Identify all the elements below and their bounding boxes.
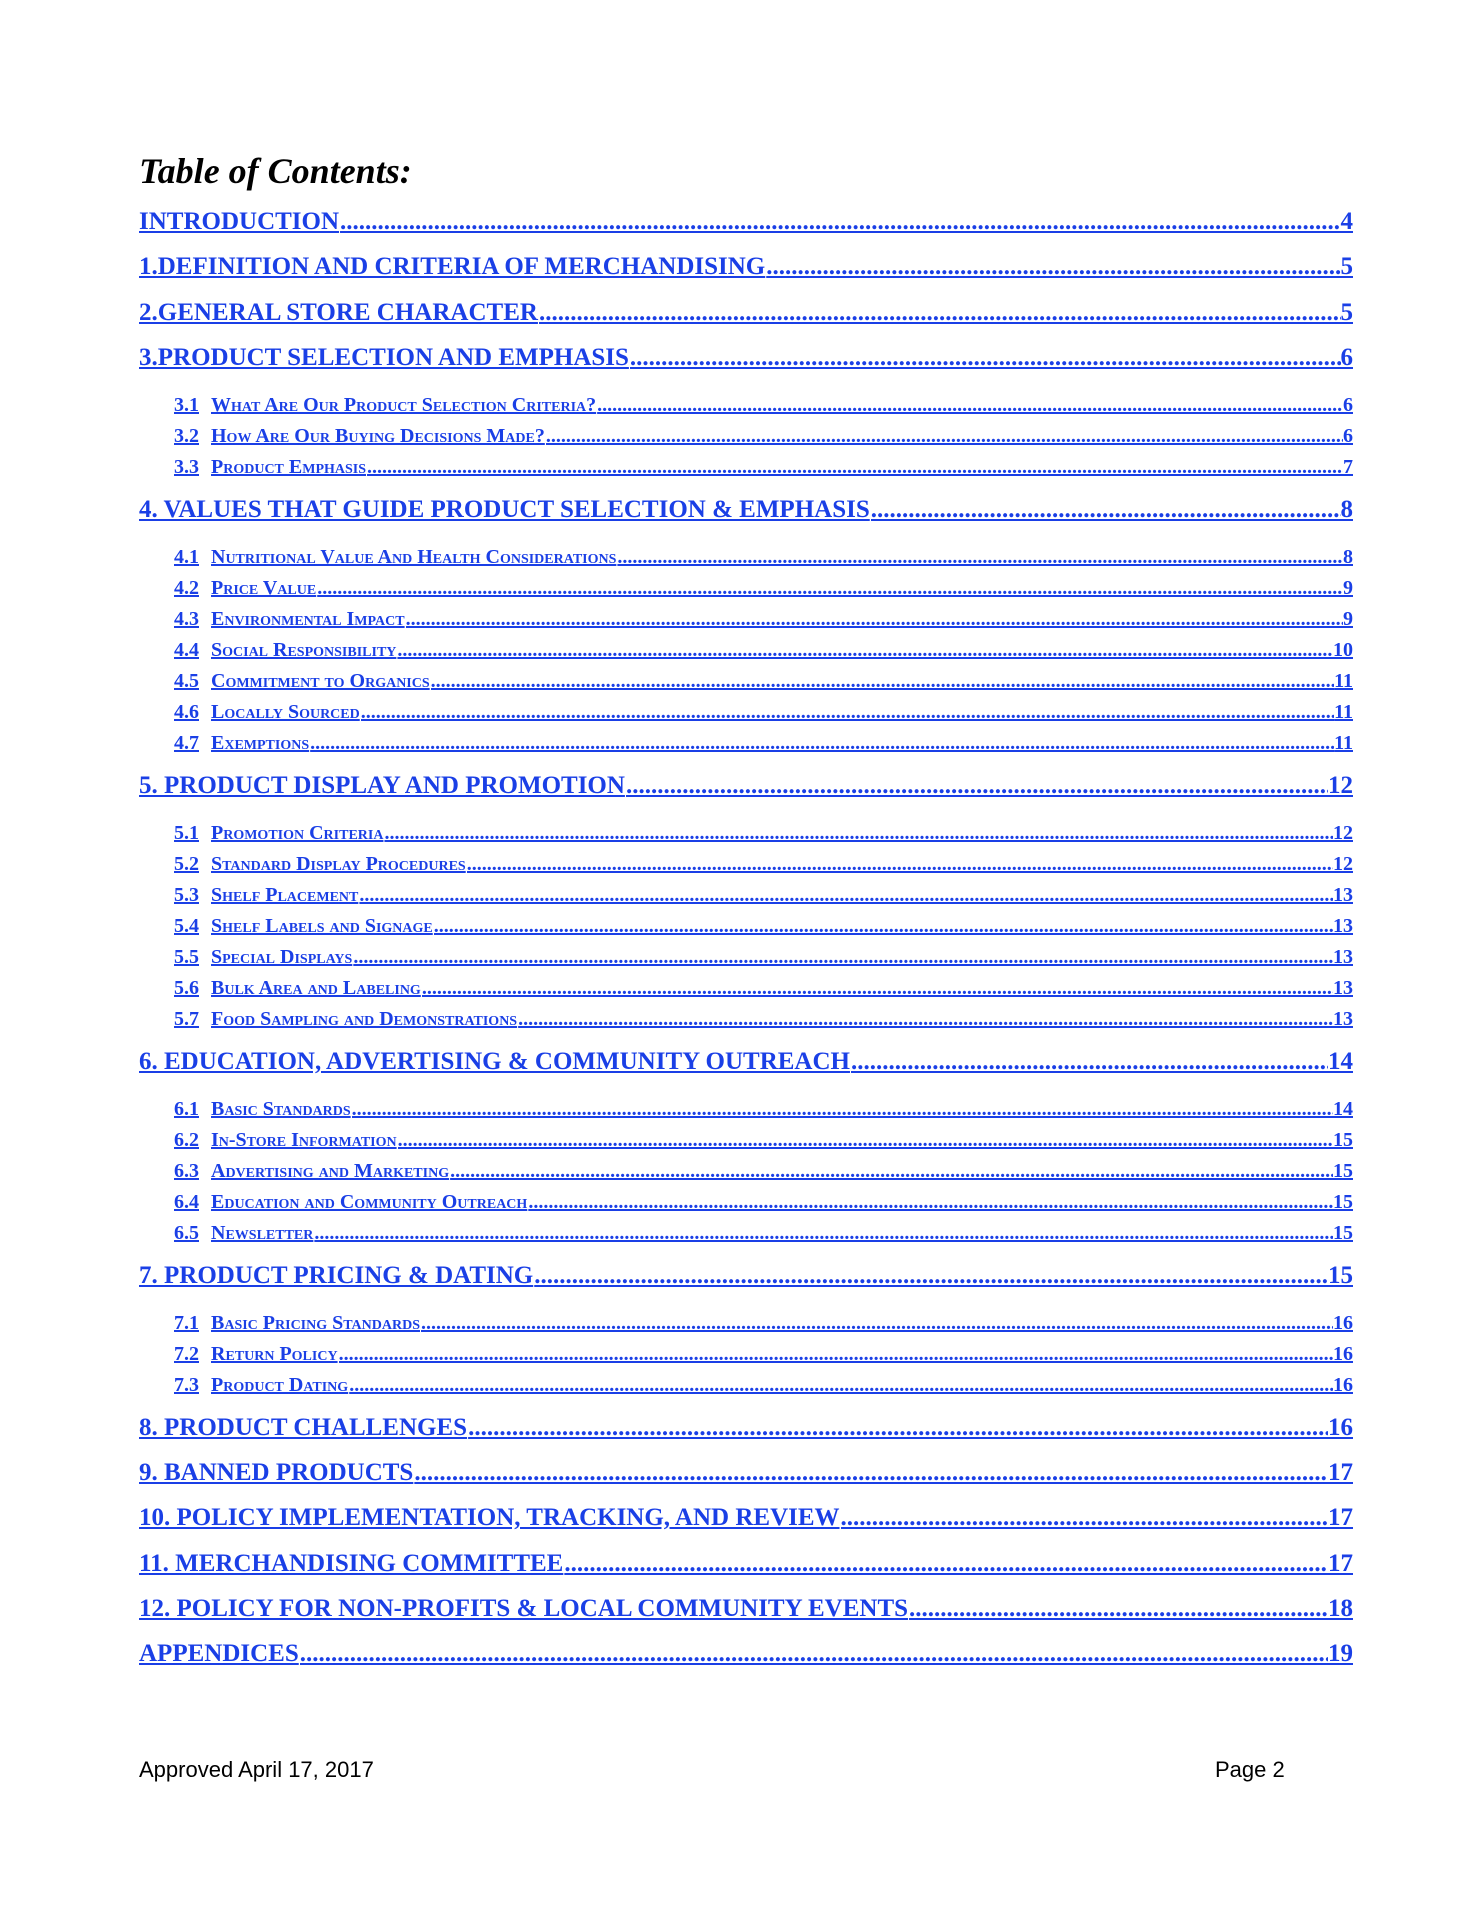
toc-subsection-link[interactable] xyxy=(174,1001,1353,1031)
toc-entry-number: 3.1 xyxy=(174,394,199,416)
toc-page-number: 15 xyxy=(1333,1129,1353,1151)
toc-entry-text: How Are Our Buying Decisions Made? xyxy=(211,425,545,447)
toc-section-link[interactable] xyxy=(139,1502,1353,1532)
toc-entry-text: Food Sampling and Demonstrations xyxy=(211,1008,518,1030)
toc-entry-text: Locally Sourced xyxy=(211,701,360,723)
toc-entry-label: APPENDICES xyxy=(139,1640,299,1667)
toc-page-number: 9 xyxy=(1343,577,1353,599)
toc-subsection-link[interactable] xyxy=(174,694,1353,724)
toc-leader-dots xyxy=(766,253,1340,281)
toc-page-number: 16 xyxy=(1328,1414,1353,1441)
toc-entry-label xyxy=(174,1008,517,1031)
toc-entry-label xyxy=(174,1129,397,1152)
toc-entry-label xyxy=(174,608,405,631)
toc-leader-dots xyxy=(406,608,1343,631)
toc-entry-number: 4.3 xyxy=(174,608,199,630)
toc-entry-label: 3.PRODUCT SELECTION AND EMPHASIS xyxy=(139,344,629,371)
toc-entry-text: Bulk Area and Labeling xyxy=(211,977,421,999)
toc-entry-number: 3.2 xyxy=(174,425,199,447)
toc-entry-number: 4.4 xyxy=(174,639,199,661)
toc-entry-number: 6.5 xyxy=(174,1222,199,1244)
toc-page-number: 16 xyxy=(1333,1374,1353,1396)
toc-page-number: 15 xyxy=(1333,1160,1353,1182)
toc-entry-label xyxy=(174,1191,527,1214)
toc-subsection-link[interactable] xyxy=(174,539,1353,569)
toc-leader-dots xyxy=(353,946,1333,969)
toc-subsection-link[interactable] xyxy=(174,1367,1353,1397)
toc-leader-dots xyxy=(467,853,1333,876)
toc-page-number: 17 xyxy=(1328,1504,1353,1531)
toc-leader-dots xyxy=(367,456,1343,479)
toc-entry-label: 8. PRODUCT CHALLENGES xyxy=(139,1414,468,1441)
toc-entry-number: 7.2 xyxy=(174,1343,199,1365)
toc-entry-number: 4.1 xyxy=(174,546,199,568)
toc-leader-dots xyxy=(349,1374,1333,1397)
toc-page-number: 5 xyxy=(1340,253,1353,280)
toc-entry-text: Advertising and Marketing xyxy=(211,1160,450,1182)
toc-entry-label xyxy=(174,394,596,417)
toc-section-link[interactable] xyxy=(139,206,1353,236)
toc-subsection-link[interactable] xyxy=(174,1153,1353,1183)
toc-entry-number: 5.5 xyxy=(174,946,199,968)
toc-subsection-link[interactable] xyxy=(174,725,1353,755)
toc-page-number: 7 xyxy=(1343,456,1353,478)
toc-entry-label xyxy=(174,1343,338,1366)
toc-page-number: 15 xyxy=(1333,1191,1353,1213)
toc-leader-dots xyxy=(317,577,1343,600)
toc-leader-dots xyxy=(909,1595,1328,1623)
toc-entry-number: 3.3 xyxy=(174,456,199,478)
toc-leader-dots xyxy=(626,772,1328,800)
toc-entry-label xyxy=(174,915,433,938)
toc-entry-label: 7. PRODUCT PRICING & DATING xyxy=(139,1262,534,1289)
toc-subsection-link[interactable] xyxy=(174,877,1353,907)
toc-entry-number: 6.2 xyxy=(174,1129,199,1151)
toc-leader-dots xyxy=(384,822,1333,845)
footer-approval-date: Approved April 17, 2017 xyxy=(139,1757,374,1782)
toc-subsection-link[interactable] xyxy=(174,663,1353,693)
toc-leader-dots xyxy=(539,299,1341,327)
toc-section-link[interactable] xyxy=(139,1046,1353,1076)
toc-page-number: 10 xyxy=(1333,639,1353,661)
toc-entry-number: 5.3 xyxy=(174,884,199,906)
toc-subsection-link[interactable] xyxy=(174,1122,1353,1152)
toc-entry-label xyxy=(174,884,358,907)
toc-entry-number: 5.7 xyxy=(174,1008,199,1030)
toc-entry-text: Shelf Labels and Signage xyxy=(211,915,433,937)
toc-entry-text: Special Displays xyxy=(211,946,353,968)
toc-leader-dots xyxy=(534,1262,1328,1290)
toc-page-number: 11 xyxy=(1334,670,1353,692)
toc-page-number: 5 xyxy=(1340,299,1353,326)
toc-entry-text: Basic Pricing Standards xyxy=(211,1312,420,1334)
toc-leader-dots xyxy=(546,425,1343,448)
toc-entry-text: What Are Our Product Selection Criteria? xyxy=(211,394,597,416)
toc-subsection-link[interactable] xyxy=(174,970,1353,1000)
toc-entry-label xyxy=(174,1222,313,1245)
toc-entry-label xyxy=(174,822,383,845)
toc-entry-label: 6. EDUCATION, ADVERTISING & COMMUNITY OUTREACH xyxy=(139,1048,850,1075)
toc-page-number: 13 xyxy=(1333,977,1353,999)
toc-page-number: 12 xyxy=(1328,772,1353,799)
toc-leader-dots xyxy=(414,1459,1328,1487)
toc-entry-number: 6.4 xyxy=(174,1191,199,1213)
toc-section-link[interactable] xyxy=(139,494,1353,524)
toc-leader-dots xyxy=(398,1129,1333,1152)
toc-entry-label xyxy=(174,977,421,1000)
toc-entry-text: Standard Display Procedures xyxy=(211,853,466,875)
toc-page-number: 11 xyxy=(1334,701,1353,723)
toc-page-number: 9 xyxy=(1343,608,1353,630)
toc-entry-text: Shelf Placement xyxy=(211,884,359,906)
toc-leader-dots xyxy=(528,1191,1333,1214)
toc-entry-label: 2.GENERAL STORE CHARACTER xyxy=(139,299,538,326)
toc-leader-dots xyxy=(450,1160,1333,1183)
toc-entry-label xyxy=(174,456,366,479)
toc-subsection-link[interactable] xyxy=(174,1091,1353,1121)
toc-leader-dots xyxy=(300,1640,1328,1668)
toc-subsection-link[interactable] xyxy=(174,939,1353,969)
toc-entry-number: 6.1 xyxy=(174,1098,199,1120)
toc-leader-dots xyxy=(421,1312,1333,1335)
toc-entry-text: Product Emphasis xyxy=(211,456,367,478)
toc-entry-label: 12. POLICY FOR NON-PROFITS & LOCAL COMMUNITY EVENTS xyxy=(139,1595,909,1622)
toc-leader-dots xyxy=(617,546,1343,569)
toc-entry-label: 9. BANNED PRODUCTS xyxy=(139,1459,414,1486)
toc-entry-label: 10. POLICY IMPLEMENTATION, TRACKING, AND REVIEW xyxy=(139,1504,840,1531)
toc-subsection-link[interactable] xyxy=(174,387,1353,417)
toc-entry-label xyxy=(174,1160,449,1183)
toc-entry-text: Environmental Impact xyxy=(211,608,405,630)
toc-entry-number: 5.2 xyxy=(174,853,199,875)
toc-entry-label xyxy=(174,670,430,693)
toc-section-link[interactable] xyxy=(139,1457,1353,1487)
toc-entry-label xyxy=(174,577,316,600)
toc-leader-dots xyxy=(352,1098,1333,1121)
toc-entry-number: 4.2 xyxy=(174,577,199,599)
toc-page-number: 17 xyxy=(1328,1550,1353,1577)
toc-entry-label xyxy=(174,1312,420,1335)
toc-entry-text: Exemptions xyxy=(211,732,310,754)
toc-leader-dots xyxy=(340,208,1340,236)
toc-entry-text: In-Store Information xyxy=(211,1129,397,1151)
toc-entry-number: 5.4 xyxy=(174,915,199,937)
toc-entry-text: Price Value xyxy=(211,577,317,599)
toc-page-number: 14 xyxy=(1328,1048,1353,1075)
toc-leader-dots xyxy=(314,1222,1333,1245)
toc-page-number: 4 xyxy=(1340,208,1353,235)
toc-page-number: 6 xyxy=(1343,394,1353,416)
toc-leader-dots xyxy=(434,915,1333,938)
toc-entry-number: 6.3 xyxy=(174,1160,199,1182)
toc-leader-dots xyxy=(431,670,1334,693)
toc-section-link[interactable] xyxy=(139,1593,1353,1623)
toc-page-number: 15 xyxy=(1333,1222,1353,1244)
toc-page-number: 11 xyxy=(1334,732,1353,754)
toc-entry-label xyxy=(174,732,309,755)
toc-entry-number: 4.6 xyxy=(174,701,199,723)
toc-entry-label xyxy=(174,1098,351,1121)
toc-page-number: 16 xyxy=(1333,1343,1353,1365)
toc-page-number: 8 xyxy=(1343,546,1353,568)
toc-leader-dots xyxy=(339,1343,1333,1366)
toc-section-link[interactable] xyxy=(139,1638,1353,1668)
toc-entry-text: Return Policy xyxy=(211,1343,338,1365)
toc-page-number: 8 xyxy=(1340,496,1353,523)
toc-subsection-link[interactable] xyxy=(174,1215,1353,1245)
toc-page-number: 17 xyxy=(1328,1459,1353,1486)
toc-page-number: 16 xyxy=(1333,1312,1353,1334)
toc-entry-label xyxy=(174,853,466,876)
toc-section-link[interactable] xyxy=(139,1412,1353,1442)
toc-entry-number: 5.6 xyxy=(174,977,199,999)
toc-leader-dots xyxy=(518,1008,1333,1031)
toc-subsection-link[interactable] xyxy=(174,570,1353,600)
footer-page-number: Page 2 xyxy=(1215,1757,1285,1782)
toc-page-number: 12 xyxy=(1333,822,1353,844)
toc-subsection-link[interactable] xyxy=(174,418,1353,448)
toc-entry-label xyxy=(174,639,396,662)
toc-leader-dots xyxy=(851,1048,1328,1076)
toc-subsection-link[interactable] xyxy=(174,1184,1353,1214)
toc-entry-text: Commitment to Organics xyxy=(211,670,430,692)
toc-leader-dots xyxy=(359,884,1333,907)
toc-entry-text: Product Dating xyxy=(211,1374,349,1396)
toc-leader-dots xyxy=(564,1550,1328,1578)
toc-page-number: 15 xyxy=(1328,1262,1353,1289)
toc-leader-dots xyxy=(310,732,1334,755)
toc-page-number: 13 xyxy=(1333,915,1353,937)
page-title: Table of Contents: xyxy=(139,151,412,191)
toc-section-link[interactable] xyxy=(139,251,1353,281)
toc-subsection-link[interactable] xyxy=(174,846,1353,876)
toc-subsection-link[interactable] xyxy=(174,1336,1353,1366)
toc-entry-label xyxy=(174,701,360,724)
toc-page-number: 6 xyxy=(1343,425,1353,447)
toc-entry-label: 4. VALUES THAT GUIDE PRODUCT SELECTION & EMPHASIS xyxy=(139,496,870,523)
toc-section-link[interactable] xyxy=(139,297,1353,327)
toc-page-number: 13 xyxy=(1333,946,1353,968)
toc-page-number: 18 xyxy=(1328,1595,1353,1622)
table-of-contents xyxy=(139,0,1353,1700)
toc-subsection-link[interactable] xyxy=(174,908,1353,938)
toc-subsection-link[interactable] xyxy=(174,1305,1353,1335)
toc-entry-number: 4.5 xyxy=(174,670,199,692)
toc-section-link[interactable] xyxy=(139,1260,1353,1290)
toc-section-link[interactable] xyxy=(139,342,1353,372)
toc-page-number: 14 xyxy=(1333,1098,1353,1120)
toc-entry-text: Basic Standards xyxy=(211,1098,351,1120)
toc-section-link[interactable] xyxy=(139,1548,1353,1578)
toc-entry-label: 5. PRODUCT DISPLAY AND PROMOTION xyxy=(139,772,625,799)
toc-entry-number: 7.3 xyxy=(174,1374,199,1396)
toc-entry-label xyxy=(174,946,352,969)
toc-entry-text: Nutritional Value And Health Considerations xyxy=(211,546,617,568)
toc-entry-text: Promotion Criteria xyxy=(211,822,384,844)
toc-leader-dots xyxy=(630,344,1341,372)
toc-entry-text: Education and Community Outreach xyxy=(211,1191,528,1213)
toc-page-number: 13 xyxy=(1333,884,1353,906)
toc-leader-dots xyxy=(397,639,1333,662)
toc-subsection-link[interactable] xyxy=(174,449,1353,479)
toc-page-number: 6 xyxy=(1340,344,1353,371)
toc-entry-label: INTRODUCTION xyxy=(139,208,340,235)
toc-entry-label: 1.DEFINITION AND CRITERIA OF MERCHANDISING xyxy=(139,253,766,280)
toc-entry-label: 11. MERCHANDISING COMMITTEE xyxy=(139,1550,564,1577)
toc-subsection-link[interactable] xyxy=(174,632,1353,662)
toc-entry-label xyxy=(174,1374,348,1397)
toc-entry-number: 5.1 xyxy=(174,822,199,844)
toc-entry-number: 7.1 xyxy=(174,1312,199,1334)
toc-section-link[interactable] xyxy=(139,770,1353,800)
toc-page-number: 12 xyxy=(1333,853,1353,875)
toc-leader-dots xyxy=(468,1414,1328,1442)
toc-page-number: 19 xyxy=(1328,1640,1353,1667)
toc-leader-dots xyxy=(597,394,1343,417)
toc-entry-text: Newsletter xyxy=(211,1222,314,1244)
toc-subsection-link[interactable] xyxy=(174,815,1353,845)
toc-subsection-link[interactable] xyxy=(174,601,1353,631)
toc-page-number: 13 xyxy=(1333,1008,1353,1030)
toc-entry-label xyxy=(174,546,616,569)
toc-leader-dots xyxy=(841,1504,1328,1532)
toc-leader-dots xyxy=(871,496,1341,524)
toc-leader-dots xyxy=(361,701,1334,724)
toc-entry-text: Social Responsibility xyxy=(211,639,397,661)
toc-entry-label xyxy=(174,425,545,448)
toc-entry-number: 4.7 xyxy=(174,732,199,754)
toc-leader-dots xyxy=(422,977,1333,1000)
